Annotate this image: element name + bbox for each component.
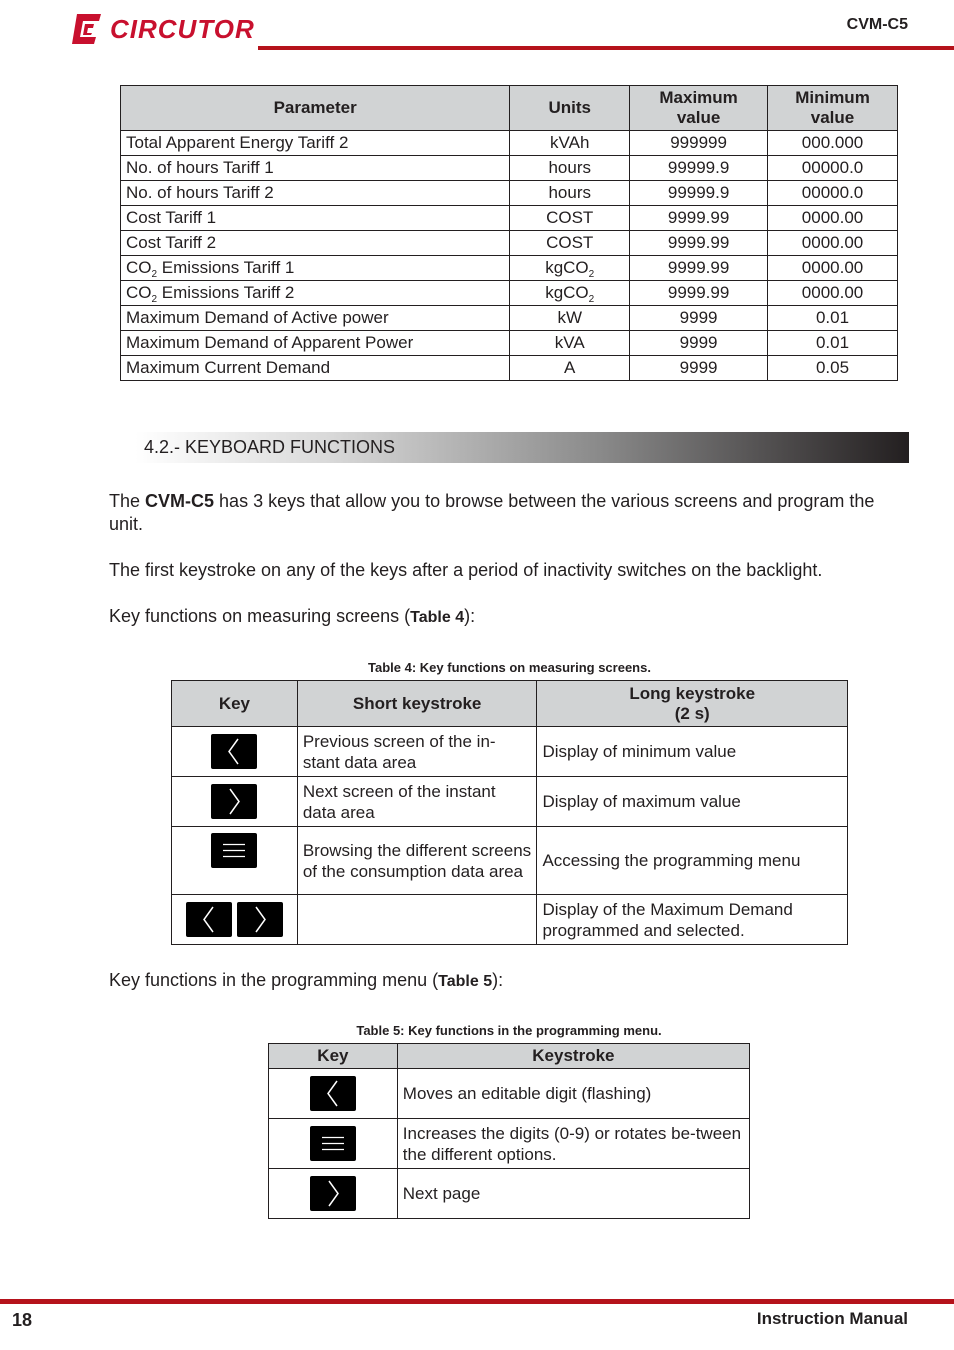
circutor-logo-mark-icon bbox=[72, 12, 104, 46]
cell-max: 9999 bbox=[630, 356, 768, 381]
table-row bbox=[172, 827, 848, 895]
table5-ref-pre: Key functions in the programming menu ( bbox=[109, 970, 439, 990]
header-rule bbox=[258, 46, 954, 50]
cell-units: hours bbox=[510, 181, 630, 206]
units-text: kgCO bbox=[545, 258, 589, 277]
key-functions-measuring-table bbox=[171, 680, 848, 945]
cell-param: Cost Tariff 1 bbox=[121, 206, 510, 231]
table-row bbox=[121, 281, 898, 306]
table4-ref-link: Table 4 bbox=[410, 609, 465, 626]
header-long-line2: (2 s) bbox=[674, 703, 710, 723]
co2-text: CO bbox=[126, 258, 152, 277]
cell-param bbox=[121, 281, 510, 306]
intro-text-pre: The bbox=[109, 491, 146, 511]
cell-min: 0.05 bbox=[768, 356, 898, 381]
paragraph-table4-ref bbox=[109, 605, 909, 629]
cell-param: Total Apparent Energy Tariff 2 bbox=[121, 131, 510, 156]
key-cell bbox=[172, 727, 298, 777]
table-row bbox=[269, 1069, 750, 1119]
header-key: Key bbox=[269, 1044, 398, 1069]
header-max bbox=[630, 86, 768, 131]
cell-short: Next screen of the instant data area bbox=[297, 777, 537, 827]
table-row bbox=[121, 331, 898, 356]
brand-name: CIRCUTOR bbox=[110, 14, 255, 44]
cell-units: kVA bbox=[510, 331, 630, 356]
cell-max: 99999.9 bbox=[630, 156, 768, 181]
cell-min: 0000.00 bbox=[768, 231, 898, 256]
table-row bbox=[121, 206, 898, 231]
table-row bbox=[172, 727, 848, 777]
cell-long: Display of maximum value bbox=[537, 777, 848, 827]
left-arrow-key-icon bbox=[186, 902, 232, 937]
table-row bbox=[269, 1169, 750, 1219]
table4-caption: Table 4: Key functions on measuring screens. bbox=[368, 660, 651, 675]
cell-param: Maximum Current Demand bbox=[121, 356, 510, 381]
cell-max: 9999 bbox=[630, 331, 768, 356]
cell-min: 00000.0 bbox=[768, 181, 898, 206]
table5-ref-link: Table 5 bbox=[438, 973, 493, 990]
table-row bbox=[172, 777, 848, 827]
table-header-row bbox=[269, 1044, 750, 1069]
cell-param bbox=[121, 256, 510, 281]
table5-caption: Table 5: Key functions in the programming menu. bbox=[356, 1023, 662, 1038]
table-row bbox=[121, 131, 898, 156]
cell-param: Cost Tariff 2 bbox=[121, 231, 510, 256]
cell-min: 0.01 bbox=[768, 306, 898, 331]
header-min bbox=[768, 86, 898, 131]
header-short-keystroke: Short keystroke bbox=[297, 681, 537, 727]
table-row bbox=[121, 306, 898, 331]
header-long-keystroke bbox=[537, 681, 848, 727]
header-min-text: Minimum value bbox=[795, 88, 870, 127]
table-row bbox=[121, 256, 898, 281]
table5-ref-post: ): bbox=[492, 970, 504, 990]
table-row bbox=[172, 895, 848, 945]
menu-key-icon bbox=[211, 833, 257, 868]
param-suffix: Emissions Tariff 2 bbox=[157, 283, 295, 302]
cell-short: Previous screen of the in-stant data area bbox=[297, 727, 537, 777]
cell-units bbox=[510, 281, 630, 306]
cell-min: 000.000 bbox=[768, 131, 898, 156]
menu-key-icon bbox=[310, 1126, 356, 1161]
header-keystroke: Keystroke bbox=[397, 1044, 749, 1069]
table4-ref-post: ): bbox=[464, 606, 476, 626]
key-cell bbox=[172, 777, 298, 827]
cell-max: 99999.9 bbox=[630, 181, 768, 206]
cell-keystroke: Next page bbox=[397, 1169, 749, 1219]
cell-long: Display of minimum value bbox=[537, 727, 848, 777]
cell-max: 9999.99 bbox=[630, 281, 768, 306]
footer-title: Instruction Manual bbox=[756, 1309, 908, 1328]
cell-min: 0.01 bbox=[768, 331, 898, 356]
table4-ref-pre: Key functions on measuring screens ( bbox=[109, 606, 411, 626]
paragraph-table5-ref bbox=[109, 969, 909, 993]
left-arrow-key-icon bbox=[310, 1076, 356, 1111]
key-functions-programming-table bbox=[268, 1043, 750, 1219]
left-arrow-key-icon bbox=[211, 734, 257, 769]
cell-units: kVAh bbox=[510, 131, 630, 156]
table-row bbox=[121, 156, 898, 181]
cell-long: Accessing the programming menu bbox=[537, 827, 848, 895]
table-row bbox=[121, 181, 898, 206]
page-number: 18 bbox=[12, 1310, 33, 1330]
cell-short bbox=[297, 895, 537, 945]
header-model: CVM-C5 bbox=[846, 16, 908, 33]
units-subscript: 2 bbox=[588, 294, 595, 305]
cell-max: 999999 bbox=[630, 131, 768, 156]
table-header-row bbox=[172, 681, 848, 727]
footer-rule bbox=[0, 1299, 954, 1304]
cell-units: A bbox=[510, 356, 630, 381]
header-max-text: Maximum value bbox=[659, 88, 738, 127]
cell-min: 0000.00 bbox=[768, 256, 898, 281]
cell-units: COST bbox=[510, 231, 630, 256]
header-units: Units bbox=[510, 86, 630, 131]
paragraph-backlight: The first keystroke on any of the keys after a period of inactivity switches on the backlight. bbox=[109, 560, 823, 580]
intro-text-post: has 3 keys that allow you to browse between the various screens and program the unit. bbox=[109, 491, 875, 534]
cell-keystroke: Increases the digits (0-9) or rotates be-tween the different options. bbox=[397, 1119, 749, 1169]
table-row bbox=[269, 1119, 750, 1169]
co2-subscript: 2 bbox=[151, 294, 158, 305]
cell-max: 9999 bbox=[630, 306, 768, 331]
header-parameter: Parameter bbox=[121, 86, 510, 131]
cell-max: 9999.99 bbox=[630, 231, 768, 256]
co2-subscript: 2 bbox=[151, 269, 158, 280]
cell-min: 00000.0 bbox=[768, 156, 898, 181]
cell-units: COST bbox=[510, 206, 630, 231]
units-text: kgCO bbox=[545, 283, 589, 302]
cell-param: Maximum Demand of Active power bbox=[121, 306, 510, 331]
cell-long: Display of the Maximum Demand programmed and selected. bbox=[537, 895, 848, 945]
key-cell bbox=[172, 895, 298, 945]
cell-max: 9999.99 bbox=[630, 206, 768, 231]
param-suffix: Emissions Tariff 1 bbox=[157, 258, 295, 277]
section-heading-bar bbox=[135, 432, 909, 463]
key-cell bbox=[269, 1169, 398, 1219]
key-cell bbox=[269, 1119, 398, 1169]
cell-min: 0000.00 bbox=[768, 281, 898, 306]
cell-max: 9999.99 bbox=[630, 256, 768, 281]
header-long-line1: Long keystroke bbox=[629, 683, 756, 703]
intro-model-name: CVM-C5 bbox=[145, 491, 215, 511]
section-title: 4.2.- KEYBOARD FUNCTIONS bbox=[144, 437, 396, 457]
header-key: Key bbox=[172, 681, 298, 727]
cell-keystroke: Moves an editable digit (flashing) bbox=[397, 1069, 749, 1119]
right-arrow-key-icon bbox=[310, 1176, 356, 1211]
table-header-row bbox=[121, 86, 898, 131]
key-cell bbox=[172, 827, 298, 895]
cell-units bbox=[510, 256, 630, 281]
cell-param: No. of hours Tariff 1 bbox=[121, 156, 510, 181]
table-row bbox=[121, 356, 898, 381]
units-subscript: 2 bbox=[588, 269, 595, 280]
cell-min: 0000.00 bbox=[768, 206, 898, 231]
parameter-table bbox=[120, 85, 898, 381]
cell-units: kW bbox=[510, 306, 630, 331]
cell-param: No. of hours Tariff 2 bbox=[121, 181, 510, 206]
key-cell bbox=[269, 1069, 398, 1119]
cell-short: Browsing the different screens of the consumption data area bbox=[297, 827, 537, 895]
right-arrow-key-icon bbox=[237, 902, 283, 937]
co2-text: CO bbox=[126, 283, 152, 302]
cell-units: hours bbox=[510, 156, 630, 181]
right-arrow-key-icon bbox=[211, 784, 257, 819]
cell-param: Maximum Demand of Apparent Power bbox=[121, 331, 510, 356]
circutor-logo bbox=[72, 12, 255, 46]
paragraph-intro bbox=[109, 490, 909, 536]
table-row bbox=[121, 231, 898, 256]
